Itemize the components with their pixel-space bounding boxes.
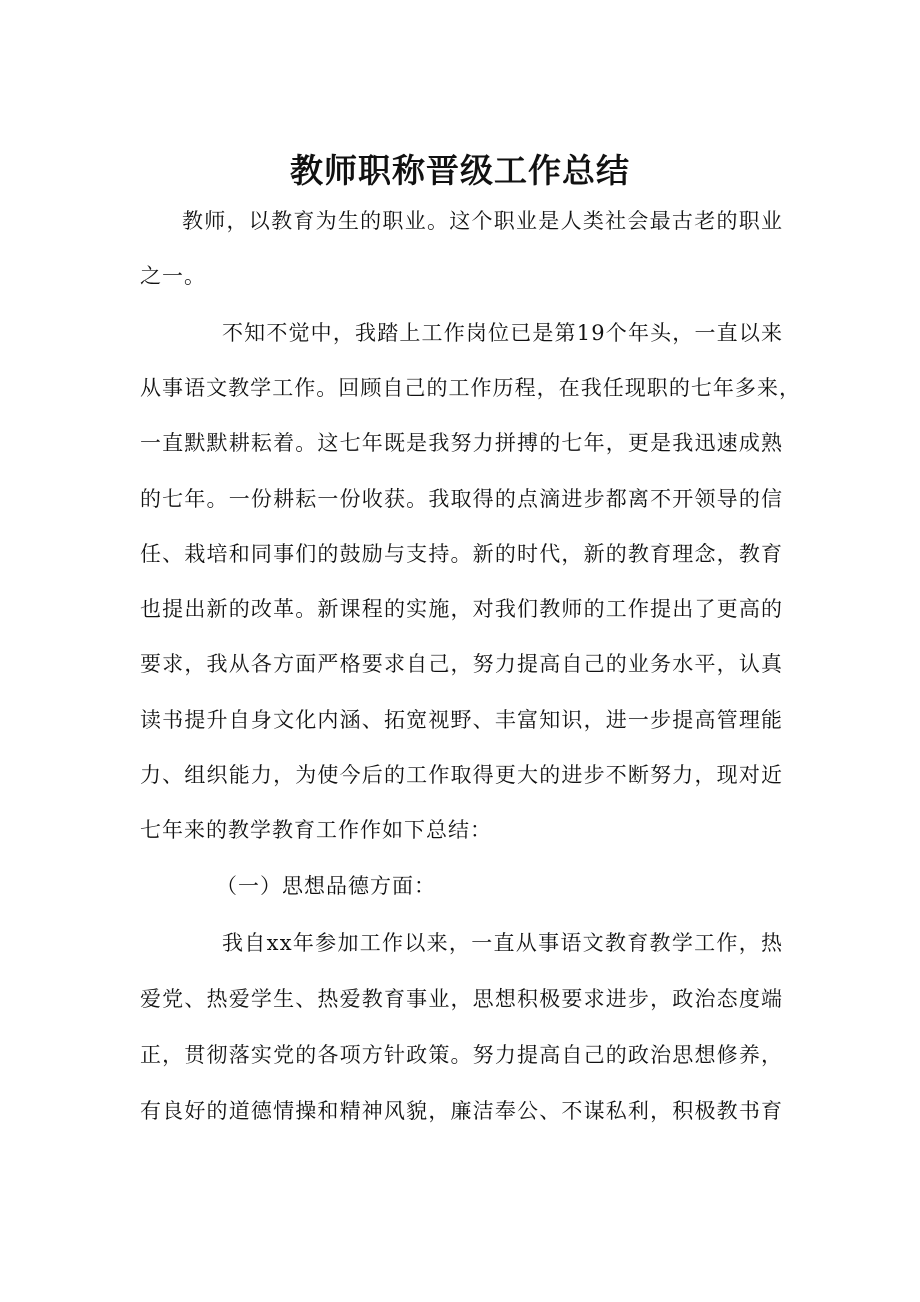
paragraph-line: 不知不觉中，我踏上工作岗位已是第19个年头，一直以来 <box>222 321 784 345</box>
paragraph-line: 爱党、热爱学生、热爱教育事业，思想积极要求进步，政治态度端 <box>140 987 784 1011</box>
paragraph-line: 的七年。一份耕耘一份收获。我取得的点滴进步都离不开领导的信 <box>140 487 784 511</box>
paragraph-line: 七年来的教学教育工作作如下总结： <box>140 818 492 842</box>
paragraph-line: 要求，我从各方面严格要求自己，努力提高自己的业务水平，认真 <box>140 652 784 676</box>
paragraph-line: 也提出新的改革。新课程的实施，对我们教师的工作提出了更高的 <box>140 597 784 621</box>
paragraph-line: 我自xx年参加工作以来，一直从事语文教育教学工作，热 <box>222 931 784 955</box>
paragraph-line: 力、组织能力，为使今后的工作取得更大的进步不断努力，现对近 <box>140 763 784 787</box>
paragraph-line: 有良好的道德情操和精神风貌，廉洁奉公、不谋私利，积极教书育 <box>140 1099 784 1123</box>
paragraph-line: 读书提升自身文化内涵、拓宽视野、丰富知识，进一步提高管理能 <box>140 708 784 732</box>
section-heading: （一）思想品德方面： <box>216 874 436 898</box>
paragraph-line: 从事语文教学工作。回顾自己的工作历程，在我任现职的七年多来， <box>140 376 802 400</box>
paragraph-line: 正，贯彻落实党的各项方针政策。努力提高自己的政治思想修养， <box>140 1043 784 1067</box>
paragraph-line: 教师，以教育为生的职业。这个职业是人类社会最古老的职业 <box>182 209 784 233</box>
paragraph-line: 一直默默耕耘着。这七年既是我努力拼搏的七年，更是我迅速成熟 <box>140 431 784 455</box>
paragraph-line: 之一。 <box>140 264 206 288</box>
paragraph-line: 任、栽培和同事们的鼓励与支持。新的时代，新的教育理念，教育 <box>140 542 784 566</box>
document-title: 教师职称晋级工作总结 <box>290 151 630 190</box>
